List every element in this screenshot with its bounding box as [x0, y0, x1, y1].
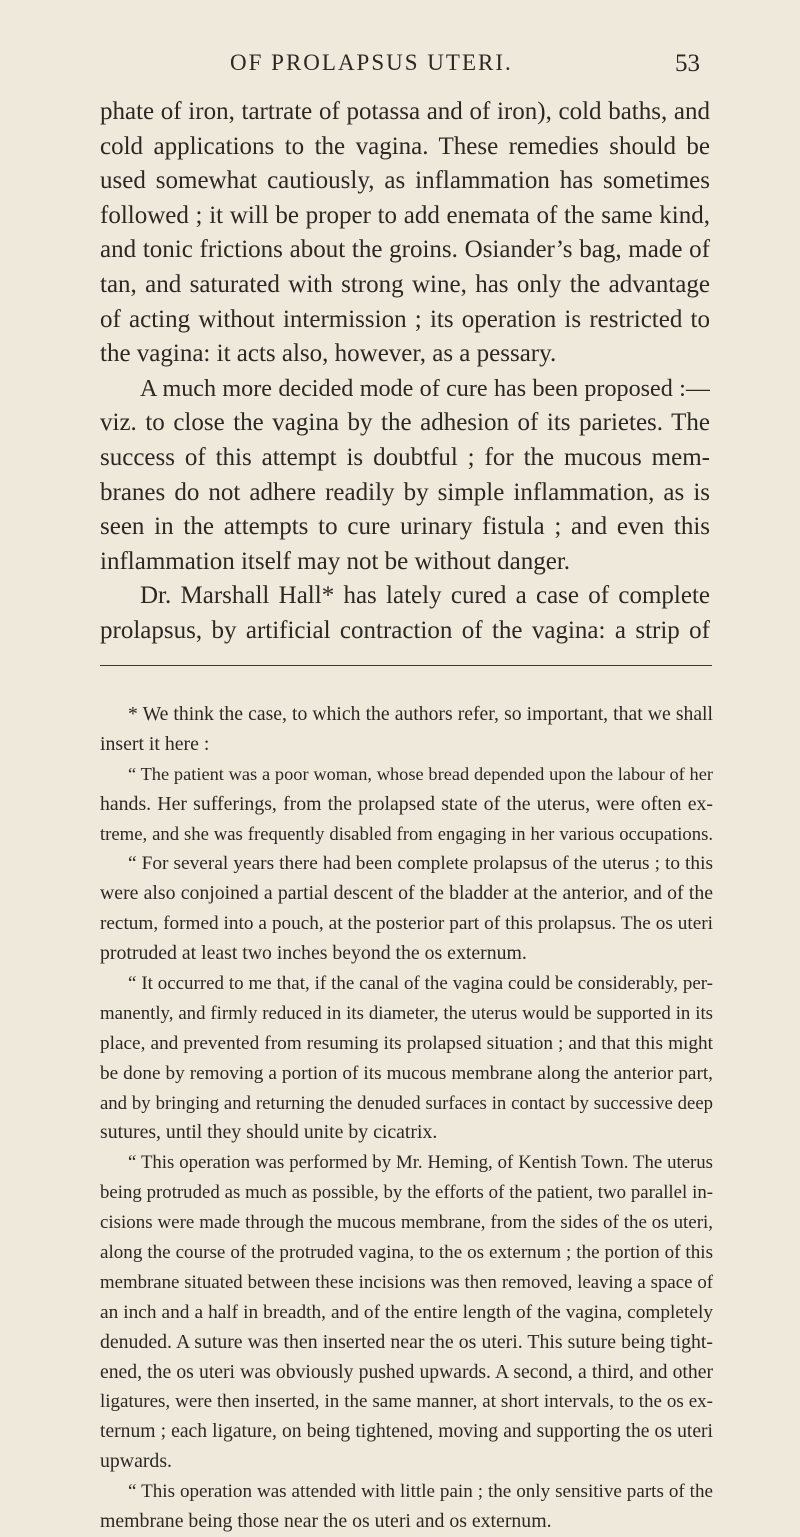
page-number: 53: [675, 50, 700, 77]
footnote-line: hands. Her sufferings, from the prolapsed state of the uterus, were often ex-: [100, 792, 713, 815]
footnote-line: protruded at least two inches beyond the os externum.: [100, 942, 527, 965]
footnote-line: rectum, formed into a pouch, at the posterior part of this prolapsus. The os uteri: [100, 913, 713, 935]
running-title: OF PROLAPSUS UTERI.: [230, 50, 513, 75]
main-text-line: A much more decided mode of cure has been proposed :—: [140, 374, 710, 402]
footnote-line: * We think the case, to which the authors refer, so important, that we shall: [128, 703, 713, 725]
main-text-line: prolapsus, by artificial contraction of the vagina: a strip of: [100, 616, 710, 644]
footnote-line: ternum ; each ligature, on being tightened, moving and supporting the os uteri: [100, 1421, 713, 1443]
main-text-line: the vagina: it acts also, however, as a pessary.: [100, 340, 557, 368]
main-text-line: tan, and saturated with strong wine, has only the advantage: [100, 270, 710, 298]
footnote-line: “ This operation was performed by Mr. Heming, of Kentish Town. The uterus: [128, 1152, 713, 1174]
footnote-line: membrane being those near the os uteri and os externum.: [100, 1510, 552, 1533]
main-text-line: used somewhat cautiously, as inflammation has sometimes: [100, 167, 710, 195]
footnote-line: treme, and she was frequently disabled from engaging in her various occupations.: [100, 823, 713, 845]
footnote-line: upwards.: [100, 1450, 172, 1473]
footnote-line: “ The patient was a poor woman, whose bread depended upon the labour of her: [128, 763, 713, 784]
main-text-line: of acting without intermission ; its operation is restricted to: [100, 305, 710, 333]
footnote-line: insert it here :: [100, 732, 210, 755]
footnote-line: were also conjoined a partial descent of the bladder at the anterior, and of the: [100, 882, 713, 905]
footnote: [100, 700, 713, 1537]
footnote-line: ligatures, were then inserted, in the same manner, at short intervals, to the os ex-: [100, 1391, 713, 1413]
footnote-line: an inch and a half in breadth, and of the entire length of the vagina, completely: [100, 1301, 713, 1323]
footnote-divider: [100, 665, 712, 666]
main-text-line: seen in the attempts to cure urinary fistula ; and even this: [100, 513, 710, 541]
footnote-line: sutures, until they should unite by cicatrix.: [100, 1121, 438, 1144]
main-text-line: followed ; it will be proper to add enemata of the same kind,: [100, 201, 710, 229]
main-text-line: viz. to close the vagina by the adhesion of its parietes. The: [100, 409, 710, 437]
footnote-line: cisions were made through the mucous membrane, from the sides of the os uteri,: [100, 1212, 713, 1234]
main-text-line: success of this attempt is doubtful ; for the mucous mem-: [100, 443, 710, 471]
footnote-line: “ It occurred to me that, if the canal of the vagina could be considerably, per-: [128, 973, 713, 995]
main-text-line: phate of iron, tartrate of potassa and of iron), cold baths, and: [100, 98, 710, 125]
footnote-line: being protruded as much as possible, by the efforts of the patient, two parallel in-: [100, 1182, 713, 1204]
footnote-line: be done by removing a portion of its mucous membrane along the anterior part,: [100, 1062, 713, 1084]
footnote-line: place, and prevented from resuming its prolapsed situation ; and that this might: [100, 1032, 713, 1054]
main-text: [100, 95, 710, 649]
main-text-line: and tonic frictions about the groins. Osiander’s bag, made of: [100, 236, 710, 264]
footnote-line: denuded. A suture was then inserted near the os uteri. This suture being tight-: [100, 1330, 713, 1353]
main-text-line: cold applications to the vagina. These remedies should be: [100, 132, 710, 160]
footnote-line: “ This operation was attended with little pain ; the only sensitive parts of the: [128, 1481, 713, 1503]
footnote-line: manently, and firmly reduced in its diameter, the uterus would be supported in its: [100, 1002, 713, 1024]
main-text-line: inflammation itself may not be without danger.: [100, 547, 571, 575]
footnote-line: ened, the os uteri was obviously pushed upwards. A second, a third, and other: [100, 1360, 713, 1383]
footnote-line: “ For several years there had been complete prolapsus of the uterus ; to this: [128, 853, 713, 875]
main-text-line: branes do not adhere readily by simple inflammation, as is: [100, 478, 710, 506]
main-text-line: Dr. Marshall Hall* has lately cured a case of complete: [140, 582, 710, 610]
footnote-line: and by bringing and returning the denuded surfaces in contact by successive deep: [100, 1092, 713, 1114]
footnote-line: membrane situated between these incisions was then removed, leaving a space of: [100, 1271, 713, 1293]
footnote-line: along the course of the protruded vagina, to the os externum ; the portion of this: [100, 1242, 713, 1264]
